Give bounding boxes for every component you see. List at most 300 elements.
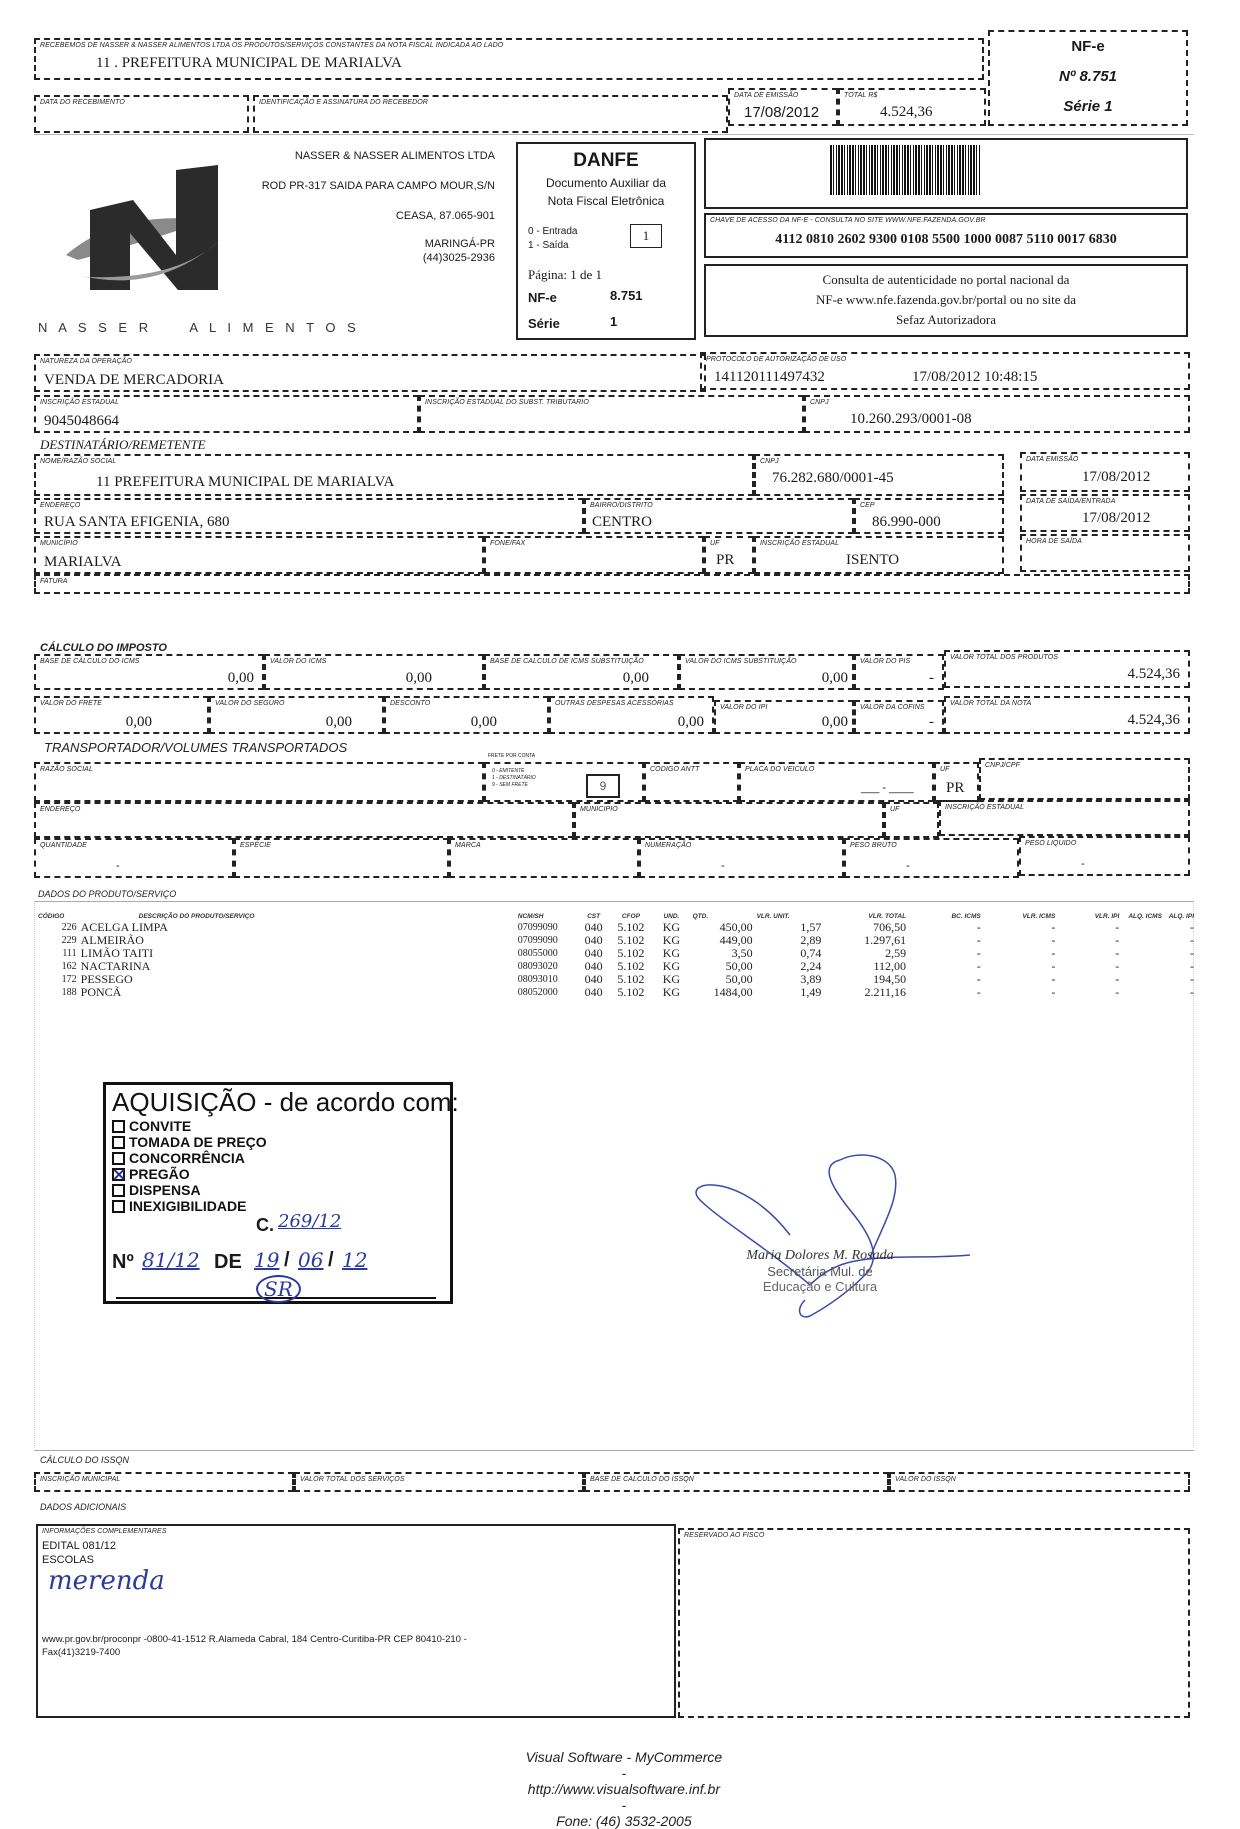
cell-und: KG <box>662 946 681 960</box>
recipient-phone-label: FONE/FAX <box>490 540 526 547</box>
cell-cst: 040 <box>584 920 603 934</box>
numbering-value: - <box>721 860 725 872</box>
checkbox-icon[interactable] <box>112 1200 125 1213</box>
col-vlr-ipi: VLR. IPI <box>1094 913 1120 920</box>
col-und: UND. <box>663 913 680 920</box>
cell-code: 229 <box>61 935 77 946</box>
ie-value: 9045048664 <box>44 413 119 429</box>
cell-code: 188 <box>61 987 77 998</box>
plate-box <box>739 762 934 802</box>
recipient-district: CENTRO <box>592 514 652 530</box>
cell-desc: ALMEIRÃO <box>80 933 144 947</box>
danfe-type-box <box>630 224 662 248</box>
cell-desc: PONCÃ <box>80 985 122 999</box>
stamp-number-value: 81/12 <box>142 1248 200 1272</box>
nature-label: NATUREZA DA OPERAÇÃO <box>40 358 132 365</box>
issqn-municipal-label: INSCRIÇÃO MUNICIPAL <box>40 1476 121 1483</box>
recipient-cnpj: 76.282.680/0001-45 <box>772 470 894 486</box>
cell-qty: 50,00 <box>725 959 753 973</box>
danfe-nfe-label: NF-e <box>528 290 557 305</box>
stamp-option <box>112 1199 246 1214</box>
cell-cst: 040 <box>584 972 603 986</box>
recipient-name-label: NOME/RAZÃO SOCIAL <box>40 458 117 465</box>
additional-handwritten: merenda <box>48 1566 165 1596</box>
recipient-cep: 86.990-000 <box>872 514 941 530</box>
stamp-option-label: PREGÃO <box>129 1166 190 1182</box>
antt-label: CODIGO ANTT <box>650 766 700 773</box>
recipient-emission: 17/08/2012 <box>1082 469 1151 485</box>
fisco-label: RESERVADO AO FISCO <box>684 1532 765 1539</box>
stamp-date-sep-1: / <box>284 1249 290 1271</box>
recipient-uf-label: UF <box>710 540 720 547</box>
tax-note-total-value: 4.524,36 <box>1127 712 1180 728</box>
tax-icms-base-value: 0,00 <box>227 670 254 686</box>
cell-unit: 2,89 <box>800 933 822 947</box>
tax-pis-value: - <box>929 670 934 686</box>
stamp-option-label: CONCORRÊNCIA <box>129 1150 245 1166</box>
cell-bc-icms: - <box>976 946 981 960</box>
issuer-district-cep: CEASA, 87.065-901 <box>395 210 495 222</box>
stamp-c-prefix: C. <box>256 1215 274 1235</box>
nature-box <box>34 354 706 392</box>
tax-box-cofins <box>854 700 944 734</box>
issuer-cnpj-value: 10.260.293/0001-08 <box>850 411 972 427</box>
cell-qty: 3,50 <box>731 946 753 960</box>
cell-cfop: 5.102 <box>617 972 645 986</box>
carrier-city-label: MUNICIPIO <box>580 806 618 813</box>
footer <box>0 1733 1240 1829</box>
cell-cfop: 5.102 <box>617 920 645 934</box>
recipient-exit-box <box>1020 494 1190 532</box>
product-row <box>36 921 1196 934</box>
protocol-label: PROTOCOLO DE AUTORIZAÇÃO DE USO <box>706 356 847 363</box>
stamp-option-label: CONVITE <box>129 1118 192 1134</box>
tax-icms-value-label: VALOR DO ICMS <box>270 658 327 665</box>
recipient-district-label: BAIRRO/DISTRITO <box>590 502 653 509</box>
receipt-label: RECEBEMOS DE NASSER & NASSER ALIMENTOS LTDA OS PRODUTOS/SERVIÇOS CONSTANTES DA NOTA FISCAL INDICADA AO LADO <box>40 42 504 49</box>
recipient-cep-box <box>854 498 1004 534</box>
cell-unit: 2,24 <box>800 959 822 973</box>
additional-line-3: www.pr.gov.br/proconpr -0800-41-1512 R.Alameda Cabral, 184 Centro-Curitiba-PR CEP 80410-210 - <box>42 1634 467 1645</box>
recipient-ie-box <box>754 536 1004 574</box>
issqn-base-label: BASE DE CALCULO DO ISSQN <box>590 1476 694 1483</box>
cell-alq-icms <box>1121 973 1164 986</box>
cell-alq-icms <box>1121 934 1164 947</box>
transport-section-title: TRANSPORTADOR/VOLUMES TRANSPORTADOS <box>44 740 348 755</box>
cell-alq-ipi: - <box>1190 920 1194 934</box>
recipient-district-box <box>584 498 854 534</box>
cell-unit: 3,89 <box>800 972 822 986</box>
stamp-date-month: 06 <box>298 1248 324 1272</box>
freight-opt-1: 1 - DESTINATÁRIO <box>492 775 536 781</box>
cell-ncm: 07099090 <box>517 935 558 946</box>
freight-opt-9: 9 - SEM FRETE <box>492 782 528 788</box>
net-weight-value: - <box>1081 858 1085 870</box>
gross-weight-value: - <box>906 860 910 872</box>
qty-label: QUANTIDADE <box>40 842 87 849</box>
receipt-date-box <box>34 95 249 133</box>
invoice-box <box>34 574 1190 594</box>
cell-qty: 1484,00 <box>713 985 753 999</box>
gross-weight-box <box>844 838 1019 878</box>
products-section-title: DADOS DO PRODUTO/SERVIÇO <box>38 889 177 899</box>
tax-icms-st-base-value: 0,00 <box>622 670 649 686</box>
col-total: VLR. TOTAL <box>868 913 907 920</box>
recipient-emission-label: DATA EMISSÃO <box>1026 456 1079 463</box>
stamp-option <box>112 1119 191 1134</box>
cell-vlr-ipi: - <box>1115 985 1120 999</box>
checkbox-icon[interactable] <box>112 1120 125 1133</box>
date-received-label: DATA DO RECEBIMENTO <box>40 99 125 106</box>
additional-info-label: INFORMAÇÕES COMPLEMENTARES <box>42 1528 167 1535</box>
net-weight-label: PESO LIQUIDO <box>1025 840 1077 847</box>
receipt-total: 4.524,36 <box>880 104 933 120</box>
tax-box-pis <box>854 654 944 690</box>
tax-icms-st-value: 0,00 <box>821 670 848 686</box>
checkbox-icon[interactable] <box>112 1136 125 1149</box>
product-row <box>36 934 1196 947</box>
cell-cfop: 5.102 <box>617 985 645 999</box>
cell-cst: 040 <box>584 959 603 973</box>
recipient-emission-box <box>1020 452 1190 492</box>
product-row <box>36 973 1196 986</box>
carrier-name-box <box>34 762 484 802</box>
numbering-label: NUMERAÇÃO <box>645 842 692 849</box>
issuer-city: MARINGÁ-PR <box>424 238 495 250</box>
tax-cofins-value: - <box>929 714 934 730</box>
recipient-cnpj-label: CNPJ <box>760 458 779 465</box>
additional-info-box <box>36 1524 676 1718</box>
products-top-rule <box>34 901 1194 902</box>
access-key-box <box>704 213 1188 258</box>
carrier-cnpj-box <box>979 758 1190 800</box>
recipient-cep-label: CEP <box>860 502 875 509</box>
brand-label: MARCA <box>455 842 481 849</box>
cut-line <box>34 134 1194 135</box>
cell-und: KG <box>662 959 681 973</box>
tax-freight-value: 0,00 <box>125 714 152 730</box>
cell-vlr-icms: - <box>1051 946 1056 960</box>
cell-ncm: 08093010 <box>517 974 558 985</box>
receipt-recipient-box <box>34 38 984 80</box>
receipt-nfe-series: Série 1 <box>1063 98 1113 115</box>
brand-box <box>449 838 639 878</box>
nature-value: VENDA DE MERCADORIA <box>44 372 224 388</box>
signatory-role-2: Educação e Cultura <box>762 1279 878 1294</box>
product-row <box>36 947 1196 960</box>
consult-line-3: Sefaz Autorizadora <box>896 312 996 327</box>
stamp-c-value: 269/12 <box>278 1211 342 1232</box>
issuer-logo <box>58 165 228 290</box>
recipient-city-label: MUNICÍPIO <box>40 540 78 547</box>
tax-products-total-label: VALOR TOTAL DOS PRODUTOS <box>950 654 1059 661</box>
col-vlr-icms: VLR. ICMS <box>1022 913 1056 920</box>
col-alq-icms: ALQ. ICMS <box>1128 913 1162 920</box>
tax-icms-base-label: BASE DE CÁLCULO DO ICMS <box>40 658 140 665</box>
issuer-name: NASSER & NASSER ALIMENTOS LTDA <box>294 150 495 162</box>
cell-und: KG <box>662 933 681 947</box>
cell-bc-icms: - <box>976 920 981 934</box>
stamp-date-prefix: DE <box>214 1251 242 1273</box>
carrier-uf-label: UF <box>940 766 950 773</box>
danfe-series-value: 1 <box>610 314 618 329</box>
col-ncm: NCM/SH <box>517 913 544 920</box>
danfe-entry-label: 0 - Entrada <box>528 226 578 237</box>
cell-vlr-icms: - <box>1051 920 1056 934</box>
issqn-services-label: VALOR TOTAL DOS SERVIÇOS <box>300 1476 405 1483</box>
cell-vlr-icms: - <box>1051 933 1056 947</box>
issuer-logo-text: N A S S E R A L I M E N T O S <box>38 320 360 335</box>
plate-value: ___ - ____ <box>861 782 914 794</box>
carrier-uf-box <box>934 762 979 802</box>
receipt-nfe-title: NF-e <box>1071 38 1105 55</box>
col-code: CÓDIGO <box>38 913 65 920</box>
freight-label: FRETE POR CONTA <box>488 753 536 759</box>
cell-bc-icms: - <box>976 985 981 999</box>
cell-vlr-icms: - <box>1051 959 1056 973</box>
danfe-series-label: Série <box>528 316 560 331</box>
additional-section-title: DADOS ADICIONAIS <box>40 1502 127 1512</box>
danfe-box <box>516 142 696 340</box>
stamp-date-day: 19 <box>254 1248 280 1272</box>
recipient-uf-box <box>704 536 754 574</box>
cell-vlr-ipi: - <box>1115 946 1120 960</box>
product-row <box>36 960 1196 973</box>
freight-value: 9 <box>599 779 607 793</box>
total-label: TOTAL R$ <box>844 92 878 99</box>
receipt-total-box <box>838 88 986 126</box>
recipient-phone-box <box>484 536 704 574</box>
issuer-cnpj-box <box>804 395 1190 433</box>
danfe-type-value: 1 <box>642 228 650 243</box>
issue-date: 17/08/2012 <box>744 104 820 121</box>
cell-code: 111 <box>62 948 77 959</box>
issqn-top-rule <box>34 1450 1194 1451</box>
fisco-box <box>678 1528 1190 1718</box>
cell-unit: 0,74 <box>800 946 822 960</box>
tax-ipi-value: 0,00 <box>821 714 848 730</box>
cell-cst: 040 <box>584 933 603 947</box>
tax-insurance-label: VALOR DO SEGURO <box>215 700 285 707</box>
tax-icms-st-value-label: VALOR DO ICMS SUBSTITUIÇÃO <box>685 658 797 665</box>
cell-vlr-icms: - <box>1051 985 1056 999</box>
tax-box-icms-st-value <box>679 654 854 690</box>
cell-alq-ipi: - <box>1190 972 1194 986</box>
cell-ncm: 08052000 <box>517 987 558 998</box>
issqn-base-box <box>584 1472 889 1492</box>
tax-box-other-expenses <box>549 696 714 734</box>
cell-total: 194,50 <box>873 972 907 986</box>
product-row <box>36 986 1196 999</box>
carrier-uf2-box <box>884 802 939 838</box>
additional-line-1: EDITAL 081/12 <box>42 1540 116 1552</box>
carrier-address-box <box>34 802 574 838</box>
recipient-exit: 17/08/2012 <box>1082 510 1151 526</box>
receipt-nfe-number: Nº 8.751 <box>1058 68 1117 85</box>
issqn-section-title: CÁLCULO DO ISSQN <box>40 1455 130 1465</box>
footer-url[interactable]: http://www.visualsoftware.inf.br <box>527 1781 720 1797</box>
tax-discount-value: 0,00 <box>470 714 497 730</box>
stamp-option <box>112 1151 245 1166</box>
cell-alq-icms <box>1121 947 1164 960</box>
net-weight-box <box>1019 836 1190 876</box>
acquisition-stamp <box>103 1082 459 1304</box>
recipient-cnpj-box <box>754 454 1004 496</box>
tax-section-title: CÁLCULO DO IMPOSTO <box>40 642 167 654</box>
danfe-subtitle-1: Documento Auxiliar da <box>545 176 667 190</box>
carrier-ie-label: INSCRIÇÃO ESTADUAL <box>945 804 1025 811</box>
cell-bc-icms: - <box>976 933 981 947</box>
ie-st-label: INSCRIÇÃO ESTADUAL DO SUBST. TRIBUTARIO <box>425 399 589 406</box>
cell-bc-icms: - <box>976 972 981 986</box>
recipient-uf: PR <box>716 552 735 568</box>
products-table <box>36 903 1196 999</box>
stamp-option-label: DISPENSA <box>129 1182 201 1198</box>
cell-desc: ACELGA LIMPA <box>80 920 168 934</box>
cell-alq-ipi: - <box>1190 933 1194 947</box>
stamp-option <box>112 1183 201 1198</box>
recipient-ie: ISENTO <box>846 552 900 568</box>
danfe-page: Página: 1 de 1 <box>528 267 603 282</box>
consult-box <box>704 264 1188 337</box>
cell-total: 1.297,61 <box>864 933 907 947</box>
tax-ipi-label: VALOR DO IPI <box>720 704 768 711</box>
tax-box-freight <box>34 696 209 734</box>
checkbox-icon[interactable] <box>112 1152 125 1165</box>
cell-desc: PESSEGO <box>80 972 133 986</box>
plate-label: PLACA DO VEICULO <box>745 766 815 773</box>
additional-line-4: Fax(41)3219-7400 <box>42 1647 121 1658</box>
cell-und: KG <box>662 920 681 934</box>
tax-freight-label: VALOR DO FRETE <box>40 700 103 707</box>
recipient-city-box <box>34 536 484 574</box>
tax-box-icms-base <box>34 654 264 690</box>
cell-total: 2.211,16 <box>864 985 907 999</box>
danfe-subtitle-2: Nota Fiscal Eletrônica <box>547 194 665 208</box>
cell-total: 2,59 <box>885 946 907 960</box>
nasser-n-logo-icon <box>58 165 228 290</box>
cell-unit: 1,49 <box>800 985 822 999</box>
danfe-nfe-value: 8.751 <box>610 288 643 303</box>
col-cst: CST <box>587 913 601 920</box>
cell-ncm: 07099090 <box>517 922 558 933</box>
recipient-exit-label: DATA DE SAÍDA/ENTRADA <box>1026 498 1116 505</box>
cell-qty: 450,00 <box>719 920 753 934</box>
danfe-title: DANFE <box>573 150 639 171</box>
cell-alq-icms <box>1121 921 1164 934</box>
ie-box <box>34 395 419 433</box>
carrier-cnpj-label: CNPJ/CPF <box>985 762 1021 769</box>
cell-cst: 040 <box>584 946 603 960</box>
issuer-cnpj-label: CNPJ <box>810 399 829 406</box>
signature-label: IDENTIFICAÇÃO E ASSINATURA DO RECEBEDOR <box>259 99 428 106</box>
recipient-address-label: ENDEREÇO <box>40 502 81 509</box>
ie-st-box <box>419 395 804 433</box>
invoice-label: FATURA <box>40 578 68 585</box>
qty-box <box>34 838 234 878</box>
issuer-address: ROD PR-317 SAIDA PARA CAMPO MOUR,S/N <box>261 180 495 192</box>
tax-insurance-value: 0,00 <box>325 714 352 730</box>
carrier-uf2-label: UF <box>890 806 900 813</box>
protocol-value: 141120111497432 <box>714 369 825 385</box>
protocol-box <box>700 352 1190 390</box>
receipt-signature-box[interactable] <box>253 95 728 133</box>
col-unit: VLR. UNIT. <box>756 913 790 920</box>
carrier-name-label: RAZÃO SOCIAL <box>40 766 93 773</box>
issqn-services-box <box>294 1472 584 1492</box>
recipient-time-box <box>1020 534 1190 572</box>
cell-bc-icms: - <box>976 959 981 973</box>
tax-other-expenses-value: 0,00 <box>677 714 704 730</box>
cell-ncm: 08093020 <box>517 961 558 972</box>
cell-alq-icms <box>1121 960 1164 973</box>
issqn-value-box <box>889 1472 1190 1492</box>
tax-box-note-total <box>944 696 1190 734</box>
cell-desc: LIMÃO TAITI <box>80 946 154 960</box>
cell-total: 112,00 <box>873 959 907 973</box>
cell-cfop: 5.102 <box>617 946 645 960</box>
tax-note-total-label: VALOR TOTAL DA NOTA <box>950 700 1032 707</box>
recipient-section-title: DESTINATÁRIO/REMETENTE <box>40 437 206 452</box>
tax-other-expenses-label: OUTRAS DESPESAS ACESSÓRIAS <box>555 700 674 707</box>
footer-sep-2: - <box>621 1797 627 1813</box>
recipient-ie-label: INSCRIÇÃO ESTADUAL <box>760 540 840 547</box>
signatory-name: Maria Dolores M. Rosada <box>746 1248 894 1263</box>
checkbox-icon[interactable] <box>112 1184 125 1197</box>
col-alq-ipi: ALQ. IPI <box>1168 913 1194 920</box>
col-cfop: CFOP <box>621 913 640 920</box>
recipient-name-box <box>34 454 754 496</box>
cell-cfop: 5.102 <box>617 933 645 947</box>
access-key-label: CHAVE DE ACESSO DA NF-E - CONSULTA NO SITE WWW.NFE.FAZENDA.GOV.BR <box>710 217 986 224</box>
carrier-uf: PR <box>946 780 965 796</box>
cell-code: 226 <box>61 922 77 933</box>
tax-box-products-total <box>944 650 1190 688</box>
cell-code: 172 <box>61 974 77 985</box>
cell-qty: 449,00 <box>719 933 753 947</box>
stamp-option-label: INEXIGIBILIDADE <box>129 1198 247 1214</box>
cell-vlr-ipi: - <box>1115 933 1120 947</box>
products-header-row <box>36 903 1196 921</box>
checked-box-icon[interactable] <box>112 1168 125 1181</box>
carrier-city-box <box>574 802 884 838</box>
access-key-value[interactable]: 4112 0810 2602 9300 0108 5500 1000 0087 5110 0017 6830 <box>775 232 1117 247</box>
carrier-address-label: ENDEREÇO <box>40 806 81 813</box>
cell-vlr-ipi: - <box>1115 972 1120 986</box>
footer-sep-1: - <box>621 1765 627 1781</box>
footer-phone: Fone: (46) 3532-2005 <box>556 1813 692 1829</box>
stamp-option-label: TOMADA DE PREÇO <box>129 1134 267 1150</box>
cell-cfop: 5.102 <box>617 959 645 973</box>
cell-vlr-ipi: - <box>1115 920 1120 934</box>
consult-line-1: Consulta de autenticidade no portal nacional da <box>822 272 1070 287</box>
antt-box <box>644 762 739 802</box>
cell-qty: 50,00 <box>725 972 753 986</box>
issuer-phone: (44)3025-2936 <box>422 252 495 264</box>
cell-alq-ipi: - <box>1190 946 1194 960</box>
recipient-address: RUA SANTA EFIGENIA, 680 <box>44 514 230 530</box>
recipient-name: 11 PREFEITURA MUNICIPAL DE MARIALVA <box>96 474 395 490</box>
receipt-nfe-box <box>988 30 1188 126</box>
issqn-value-label: VALOR DO ISSQN <box>895 1476 956 1483</box>
footer-software: Visual Software - MyCommerce <box>525 1749 723 1765</box>
issqn-municipal-box <box>34 1472 294 1492</box>
recipient-address-box <box>34 498 584 534</box>
stamp-initials: SR <box>256 1275 301 1303</box>
cell-unit: 1,57 <box>800 920 822 934</box>
tax-pis-label: VALOR DO PIS <box>860 658 911 665</box>
receipt-recipient: 11 . PREFEITURA MUNICIPAL DE MARIALVA <box>96 55 402 71</box>
